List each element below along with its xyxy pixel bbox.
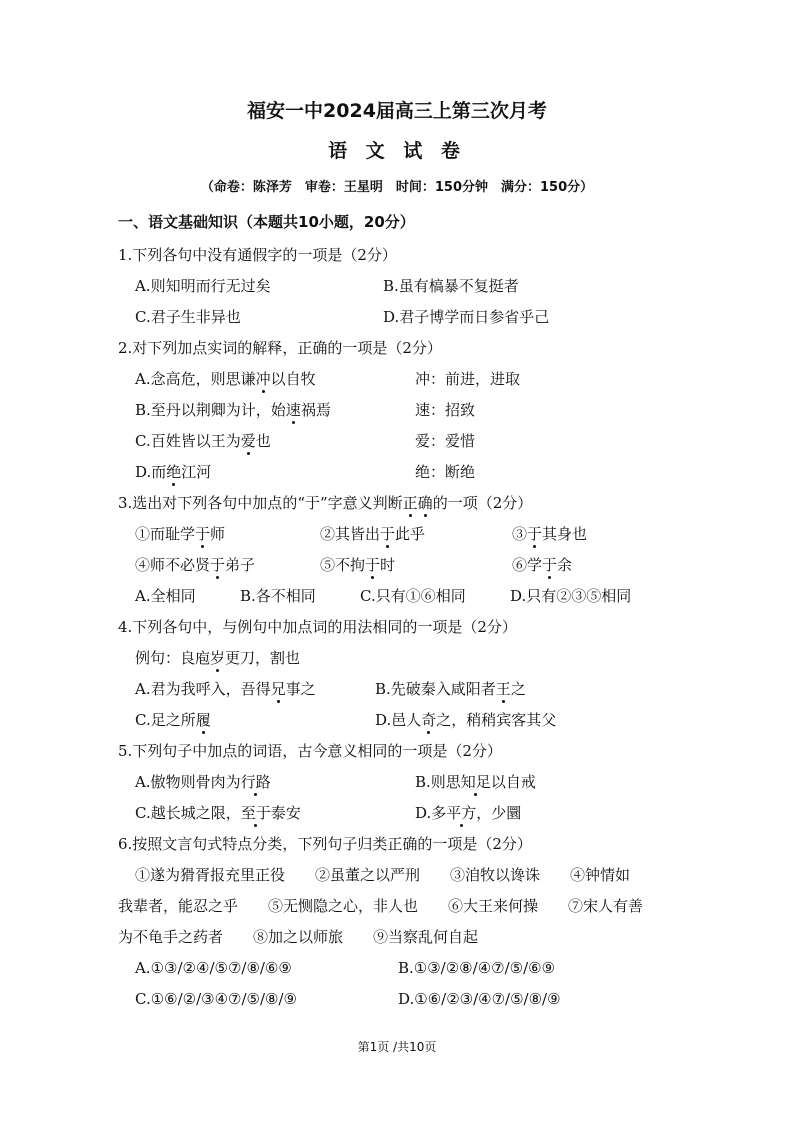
- q1-option-d: D.君子博学而日参省乎己: [383, 308, 550, 326]
- q2-b-explanation: 速：招致: [415, 401, 476, 419]
- q3-option-d: D.只有②③⑤相同: [510, 587, 632, 605]
- q4-option-b: [375, 679, 526, 699]
- q4-option-a: [135, 679, 316, 699]
- q4-example: [135, 648, 300, 668]
- q3-i5-text-end: 时: [380, 556, 396, 574]
- q3-i6-dotted: 于: [542, 556, 558, 574]
- q4-option-d: [375, 710, 556, 730]
- q3-option-c: C.只有①⑥相同: [360, 587, 466, 605]
- q3-stem-text-end: 的一项（2分）: [432, 494, 533, 512]
- q3-i2-text-end: 此乎: [395, 525, 426, 543]
- q2-a-explanation: 冲：前进，进取: [415, 370, 521, 388]
- q3-i2-text: ②其皆出: [320, 525, 381, 543]
- q3-i3-text-end: 其身也: [542, 525, 588, 543]
- q5-option-a: [135, 772, 271, 792]
- q4-ex-text: 例句：良庖: [135, 649, 211, 667]
- q2-d-explanation: 绝：断绝: [415, 463, 476, 481]
- question-4-stem: 4.下列各句中，与例句中加点词的用法相同的一项是（2分）: [118, 618, 517, 636]
- q3-i4-text-end: 弟子: [225, 556, 256, 574]
- q3-i4-text: ④师不必贤: [135, 556, 211, 574]
- q4-d-text-end: 之，稍稍宾客其父: [436, 711, 557, 729]
- q2-b-dotted: 速: [285, 401, 301, 419]
- paper-title: 语 文 试 卷: [328, 140, 466, 162]
- question-6-stem: 6.按照文言句式特点分类，下列句子归类正确的一项是（2分）: [118, 835, 532, 853]
- q4-b-dotted: 王: [495, 680, 511, 698]
- q3-item-6: [512, 555, 572, 575]
- q2-option-c: [135, 431, 271, 451]
- q5-b-dotted: 知足: [460, 773, 491, 791]
- q2-d-dotted: 绝: [166, 463, 182, 481]
- q6-option-a: A.①③/②④/⑤⑦/⑧/⑥⑨: [135, 959, 292, 977]
- q5-c-text: C.越长城之限，: [135, 804, 241, 822]
- q5-option-b: [415, 772, 536, 792]
- q2-c-text-end: 也: [255, 432, 271, 450]
- q2-c-text: C.百姓皆以王为: [135, 432, 241, 450]
- q3-option-b: B.各不相同: [240, 587, 316, 605]
- q6-option-d: D.①⑥/②③/④⑦/⑤/⑧/⑨: [398, 990, 561, 1008]
- question-1-stem: 1.下列各句中没有通假字的一项是（2分）: [118, 246, 397, 264]
- q3-i2-dotted: 于: [380, 525, 396, 543]
- q4-option-c: [135, 710, 211, 730]
- q4-a-text-end: 事之: [285, 680, 316, 698]
- q3-option-a: A.全相同: [135, 587, 196, 605]
- q1-option-b: B.虽有槁暴不复挺者: [383, 277, 519, 295]
- q3-item-4: [135, 555, 255, 575]
- q5-option-c: [135, 803, 301, 823]
- q2-d-text: D.而: [135, 463, 167, 481]
- question-3-stem: [118, 493, 532, 513]
- q4-b-text-end: 之: [510, 680, 526, 698]
- q3-item-3: [512, 524, 587, 544]
- q3-i3-dotted: 于: [527, 525, 543, 543]
- q3-stem-dotted-2: 确: [417, 494, 433, 512]
- q2-option-a: [135, 369, 316, 389]
- q2-c-explanation: 爱：爱惜: [415, 432, 476, 450]
- section-title: 一、语文基础知识（本题共10小题，20分）: [118, 213, 415, 231]
- question-2-stem: 2.对下列加点实词的解释，正确的一项是（2分）: [118, 339, 442, 357]
- q5-d-text: D.多: [415, 804, 447, 822]
- q5-b-text-end: 以自戒: [490, 773, 536, 791]
- q3-i4-dotted: 于: [210, 556, 226, 574]
- school-title: 福安一中2024届高三上第三次月考: [247, 100, 547, 122]
- q3-i3-text: ③: [512, 525, 528, 543]
- q2-c-dotted: 爱: [240, 432, 256, 450]
- q1-option-c: C.君子生非异也: [135, 308, 241, 326]
- q6-sentences-line-1: ①遂为猾胥报充里正役 ②虽董之以严刑 ③洎牧以谗诛 ④钟情如: [135, 866, 631, 884]
- q3-i1-text-end: 师: [210, 525, 226, 543]
- q4-c-dotted: 履: [195, 711, 211, 729]
- question-5-stem: 5.下列句子中加点的词语，古今意义相同的一项是（2分）: [118, 742, 502, 760]
- q1-option-a: A.则知明而行无过矣: [135, 277, 271, 295]
- q3-item-1: [135, 524, 225, 544]
- q2-a-dotted: 冲: [255, 370, 271, 388]
- exam-meta: （命卷：陈泽芳 审卷：王星明 时间：150分钟 满分：150分）: [200, 180, 594, 195]
- q5-d-dotted: 平方: [446, 804, 477, 822]
- q3-stem-dotted-1: 正: [402, 494, 418, 512]
- q3-i1-text: ①而耻学: [135, 525, 196, 543]
- q3-item-2: [320, 524, 425, 544]
- q3-item-5: [320, 555, 395, 575]
- q2-option-b: [135, 400, 331, 420]
- q5-option-d: [415, 803, 521, 823]
- q6-option-b: B.①③/②⑧/④⑦/⑤/⑥⑨: [398, 959, 556, 977]
- page-number: 第1页 /共10页: [357, 1040, 437, 1054]
- q2-option-d: [135, 462, 211, 482]
- q3-i5-dotted: 于: [365, 556, 381, 574]
- q3-i5-text: ⑤不拘: [320, 556, 366, 574]
- q5-a-text: A.傲物则骨肉为: [135, 773, 241, 791]
- q3-i6-text-end: 余: [557, 556, 573, 574]
- q2-a-text-end: 以自牧: [270, 370, 316, 388]
- q4-a-text: A.君为我呼入，吾得: [135, 680, 271, 698]
- q4-a-dotted: 兄: [270, 680, 286, 698]
- q6-sentences-line-2: 我辈者，能忍之乎 ⑤无恻隐之心，非人也 ⑥大王来何操 ⑦宋人有善: [118, 897, 644, 915]
- q6-sentences-line-3: 为不龟手之药者 ⑧加之以师旅 ⑨当察乱何自起: [118, 928, 479, 946]
- q2-d-text-end: 江河: [181, 463, 212, 481]
- q4-d-text: D.邑人: [375, 711, 422, 729]
- q4-c-text: C.足之所: [135, 711, 196, 729]
- q4-ex-dotted: 岁: [210, 649, 226, 667]
- q4-d-dotted: 奇: [421, 711, 437, 729]
- q5-b-text: B.则思: [415, 773, 461, 791]
- q4-b-text: B.先破秦入咸阳者: [375, 680, 496, 698]
- q2-b-text-end: 祸焉: [300, 401, 331, 419]
- q5-a-dotted: 行路: [240, 773, 271, 791]
- q5-c-dotted: 至于: [240, 804, 271, 822]
- q6-option-c: C.①⑥/②/③④⑦/⑤/⑧/⑨: [135, 990, 298, 1008]
- q3-i1-dotted: 于: [195, 525, 211, 543]
- q2-a-text: A.念高危，则思谦: [135, 370, 256, 388]
- q3-stem-text: 3.选出对下列各句中加点的“于”字意义判断: [118, 494, 403, 512]
- q5-c-text-end: 泰安: [270, 804, 301, 822]
- q2-b-text: B.至丹以荆卿为计，始: [135, 401, 286, 419]
- q3-i6-text: ⑥学: [512, 556, 543, 574]
- q5-d-text-end: ，少圜: [476, 804, 522, 822]
- q4-ex-text-end: 更刀，割也: [225, 649, 301, 667]
